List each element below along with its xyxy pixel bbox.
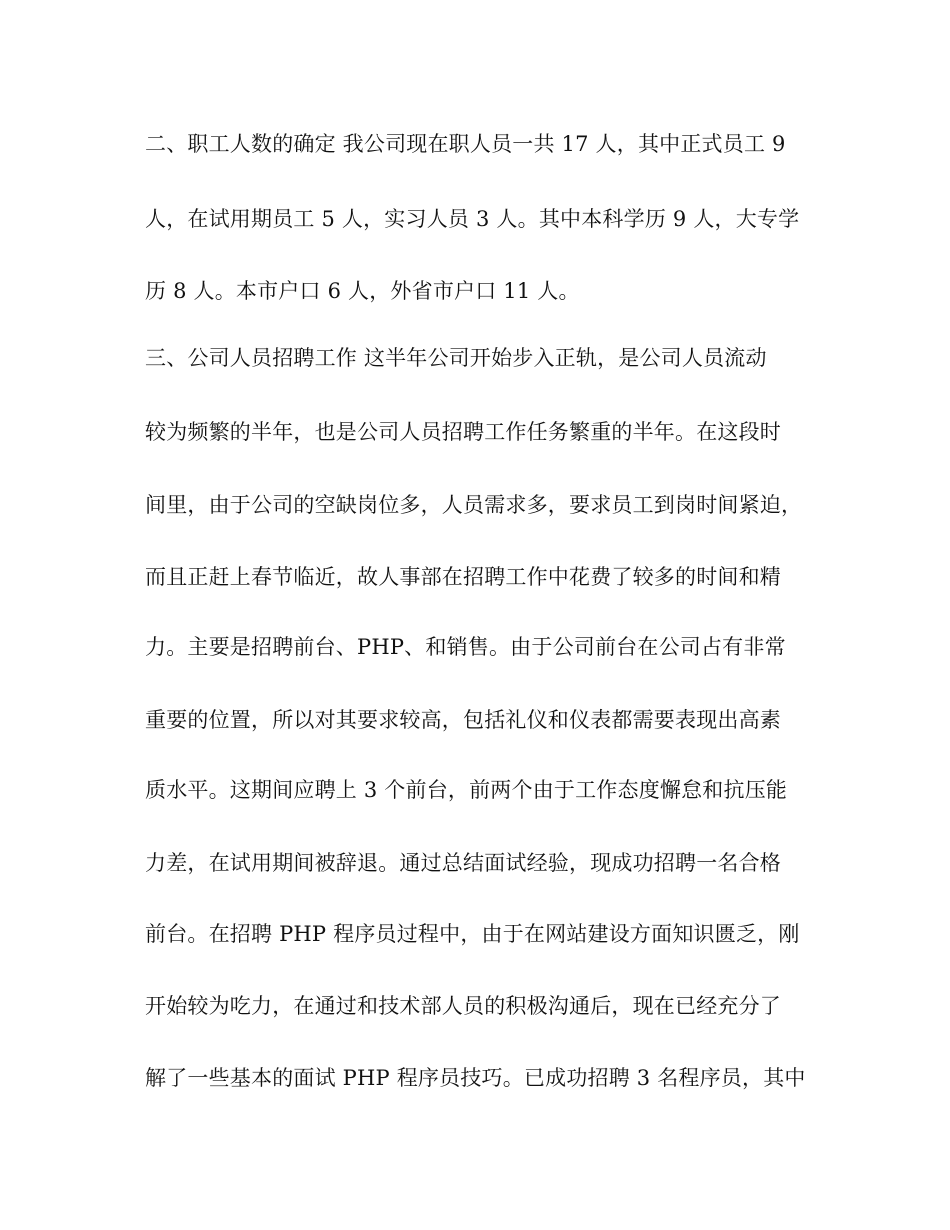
text-line: 三、公司人员招聘工作 这半年公司开始步入正轨，是公司人员流动 xyxy=(145,346,767,370)
text-line: 二、职工人数的确定 我公司现在职人员一共 17 人，其中正式员工 9 xyxy=(145,132,786,156)
text-line: 力。主要是招聘前台、PHP、和销售。由于公司前台在公司占有非常 xyxy=(145,635,786,659)
text-line: 力差，在试用期间被辞退。通过总结面试经验，现成功招聘一名合格 xyxy=(145,851,781,875)
text-line: 间里，由于公司的空缺岗位多，人员需求多，要求员工到岗时间紧迫， xyxy=(145,493,803,517)
text-line: 开始较为吃力，在通过和技术部人员的积极沟通后，现在已经充分了 xyxy=(145,994,781,1018)
text-line: 人，在试用期员工 5 人，实习人员 3 人。其中本科学历 9 人，大专学 xyxy=(145,207,800,231)
text-line: 质水平。这期间应聘上 3 个前台，前两个由于工作态度懈怠和抗压能 xyxy=(145,778,788,802)
text-line: 而且正赶上春节临近，故人事部在招聘工作中花费了较多的时间和精 xyxy=(145,565,781,589)
text-line: 解了一些基本的面试 PHP 程序员技巧。已成功招聘 3 名程序员，其中 xyxy=(145,1066,806,1090)
text-line: 较为频繁的半年，也是公司人员招聘工作任务繁重的半年。在这段时 xyxy=(145,420,781,444)
text-line: 前台。在招聘 PHP 程序员过程中，由于在网站建设方面知识匮乏，刚 xyxy=(145,922,800,946)
text-line: 重要的位置，所以对其要求较高，包括礼仪和仪表都需要表现出高素 xyxy=(145,708,781,732)
text-line: 历 8 人。本市户口 6 人，外省市户口 11 人。 xyxy=(145,279,580,303)
